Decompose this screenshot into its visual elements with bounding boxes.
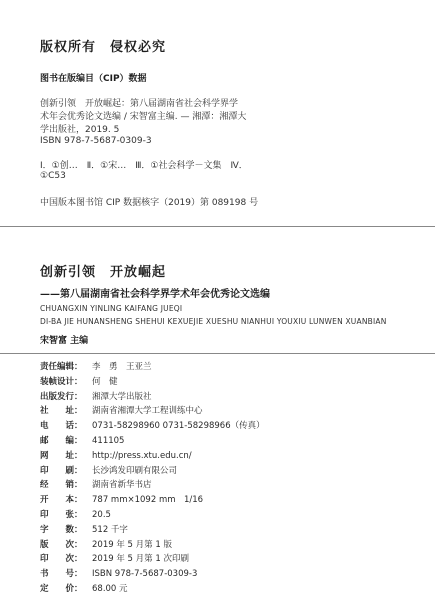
cip-library-note: 中国版本图书馆 CIP 数据核字（2019）第 089198 号 — [40, 198, 259, 208]
publication-info-row — [40, 405, 203, 418]
info-label: 开 本： — [40, 495, 83, 506]
publication-info-row — [40, 524, 128, 537]
info-value: 湖南省新华书店 — [92, 480, 152, 491]
book-subtitle: ——第八届湖南省社会科学界学术年会优秀论文选编 — [40, 289, 270, 300]
info-value: ISBN 978-7-5687-0309-3 — [92, 569, 198, 580]
info-label: 书 号： — [40, 569, 83, 580]
info-value: 何 健 — [92, 376, 118, 387]
info-label: 印 次： — [40, 554, 83, 565]
divider — [0, 353, 435, 354]
pinyin-title: CHUANGXIN YINLING KAIFANG JUEQI — [40, 304, 183, 313]
publication-info-row — [40, 361, 152, 374]
info-label: 邮 编： — [40, 436, 83, 446]
publication-info-row — [40, 568, 197, 581]
publication-info-row — [40, 391, 152, 404]
cip-heading: 图书在版编目（CIP）数据 — [40, 74, 147, 84]
info-value: 20.5 — [92, 510, 111, 520]
info-label: 装帧设计： — [40, 376, 83, 387]
info-value: 0731-58298960 0731-58298966（传真） — [92, 421, 265, 432]
info-value: 湘潭大学出版社 — [92, 391, 152, 402]
info-value: 李 勇 王亚兰 — [92, 362, 152, 372]
cip-isbn: ISBN 978-7-5687-0309-3 — [40, 136, 152, 146]
publication-info-row — [40, 376, 118, 389]
info-value: 2019 年 5 月第 1 版 — [92, 539, 172, 550]
info-value: http://press.xtu.edu.cn/ — [92, 450, 192, 461]
info-label: 印 刷： — [40, 465, 83, 476]
copyright-notice: 版权所有 侵权必究 — [40, 40, 167, 55]
cip-classification-cont: ①C53 — [40, 171, 66, 181]
pinyin-subtitle: DI-BA JIE HUNANSHENG SHEHUI KEXUEJIE XUESHU NIANHUI YOUXIU LUNWEN XUANBIAN — [40, 317, 387, 326]
info-value: 长沙鸿发印刷有限公司 — [92, 465, 178, 476]
info-label: 责任编辑： — [40, 362, 83, 372]
info-value: 787 mm×1092 mm 1/16 — [92, 495, 204, 506]
publication-info-row — [40, 479, 152, 492]
cip-line: 创新引领 开放崛起：第八届湖南省社会科学界学 — [40, 99, 239, 109]
info-value: 512 千字 — [92, 524, 128, 535]
info-value: 2019 年 5 月第 1 次印刷 — [92, 554, 189, 565]
publication-info-row — [40, 583, 128, 596]
info-label: 印 张： — [40, 510, 83, 520]
info-label: 电 话： — [40, 421, 83, 432]
cip-classification: Ⅰ．①创… Ⅱ．①宋… Ⅲ．①社会科学－文集 Ⅳ． — [40, 161, 248, 171]
publication-info-row — [40, 509, 111, 522]
editor-credit: 宋智富 主编 — [40, 336, 89, 346]
info-value: 411105 — [92, 436, 125, 446]
book-title: 创新引领 开放崛起 — [40, 265, 167, 280]
info-label: 字 数： — [40, 524, 83, 535]
info-value: 68.00 元 — [92, 584, 128, 594]
info-label: 定 价： — [40, 584, 83, 594]
info-label: 社 址： — [40, 406, 83, 417]
divider — [0, 226, 435, 227]
cip-line: 学出版社，2019. 5 — [40, 125, 120, 135]
info-label: 出版发行： — [40, 391, 83, 402]
cip-line: 术年会优秀论文选编 / 宋智富主编. — 湘潭：湘潭大 — [40, 112, 247, 122]
publication-info-row — [40, 494, 203, 507]
publication-info-row — [40, 435, 124, 448]
publication-info-row — [40, 450, 192, 463]
publication-info-row — [40, 553, 189, 566]
info-label: 版 次： — [40, 539, 83, 550]
publication-info-row — [40, 465, 177, 478]
publication-info-row — [40, 539, 172, 552]
info-value: 湖南省湘潭大学工程训练中心 — [92, 406, 203, 417]
publication-info-row — [40, 420, 265, 433]
info-label: 经 销： — [40, 480, 83, 491]
info-label: 网 址： — [40, 450, 83, 461]
